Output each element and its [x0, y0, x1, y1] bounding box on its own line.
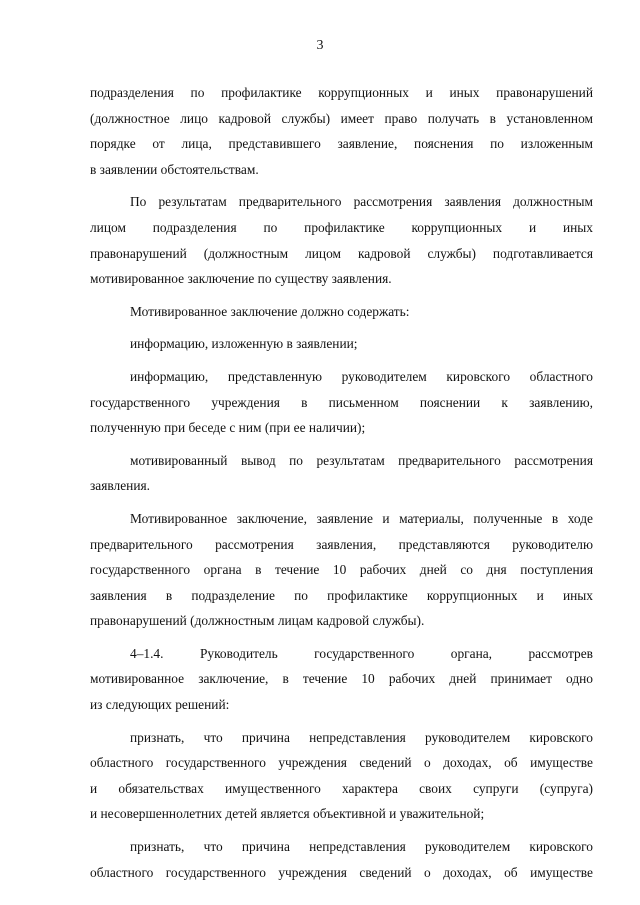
- text-line: (должностное лицо кадровой службы) имеет право получать в установленном: [90, 110, 593, 126]
- text-line: государственного органа в течение 10 рабочих дней со дня поступления: [90, 562, 593, 578]
- text-line: Мотивированное заключение должно содержать:: [130, 303, 410, 319]
- text-line: мотивированный вывод по результатам предварительного рассмотрения: [130, 452, 593, 468]
- document-body: [90, 80, 593, 885]
- text-line: порядке от лица, представившего заявление, пояснения по изложенным: [90, 136, 593, 152]
- text-line: полученную при беседе с ним (при ее наличии);: [90, 420, 366, 436]
- text-line: признать, что причина непредставления руководителем кировского: [130, 729, 593, 745]
- text-line: заявления.: [90, 478, 151, 494]
- text-line: мотивированное заключение по существу заявления.: [90, 271, 392, 287]
- text-line: правонарушений (должностным лицом кадровой службы) подготавливается: [90, 245, 593, 261]
- paragraph-7: [90, 506, 593, 634]
- text-line: заявления в подразделение по профилактике коррупционных и иных: [90, 587, 593, 603]
- paragraph-9: [90, 725, 593, 827]
- paragraph-1: [90, 80, 593, 182]
- text-line: информацию, изложенную в заявлении;: [130, 336, 358, 352]
- text-line: Мотивированное заключение, заявление и материалы, полученные в ходе: [130, 510, 593, 526]
- text-line: государственного учреждения в письменном пояснении к заявлению,: [90, 394, 593, 410]
- text-line: и несовершеннолетних детей является объективной и уважительной;: [90, 806, 485, 822]
- paragraph-8: [90, 641, 593, 718]
- paragraph-10: [90, 834, 593, 885]
- text-line: подразделения по профилактике коррупционных и иных правонарушений: [90, 85, 593, 100]
- paragraph-4: [90, 331, 593, 357]
- text-line: лицом подразделения по профилактике коррупционных и иных: [90, 219, 593, 235]
- text-line: предварительного рассмотрения заявления, представляются руководителю: [90, 536, 593, 552]
- text-line: информацию, представленную руководителем кировского областного: [130, 368, 593, 384]
- text-line: 4–1.4. Руководитель государственного органа, рассмотрев: [130, 645, 593, 661]
- text-line: признать, что причина непредставления руководителем кировского: [130, 839, 593, 855]
- paragraph-3: [90, 299, 593, 325]
- page-number: 3: [316, 38, 324, 53]
- paragraph-5: [90, 364, 593, 441]
- text-line: правонарушений (должностным лицам кадровой службы).: [90, 613, 425, 629]
- paragraph-6: [90, 448, 593, 499]
- text-line: и обязательствах имущественного характера своих супруги (супруга): [90, 780, 593, 796]
- text-line: По результатам предварительного рассмотрения заявления должностным: [130, 194, 593, 210]
- text-line: областного государственного учреждения сведений о доходах, об имуществе: [90, 755, 593, 771]
- text-line: областного государственного учреждения сведений о доходах, об имуществе: [90, 864, 593, 880]
- text-line: мотивированное заключение, в течение 10 рабочих дней принимает одно: [90, 671, 593, 687]
- text-line: в заявлении обстоятельствам.: [90, 161, 259, 177]
- text-line: из следующих решений:: [90, 697, 230, 713]
- paragraph-2: [90, 189, 593, 291]
